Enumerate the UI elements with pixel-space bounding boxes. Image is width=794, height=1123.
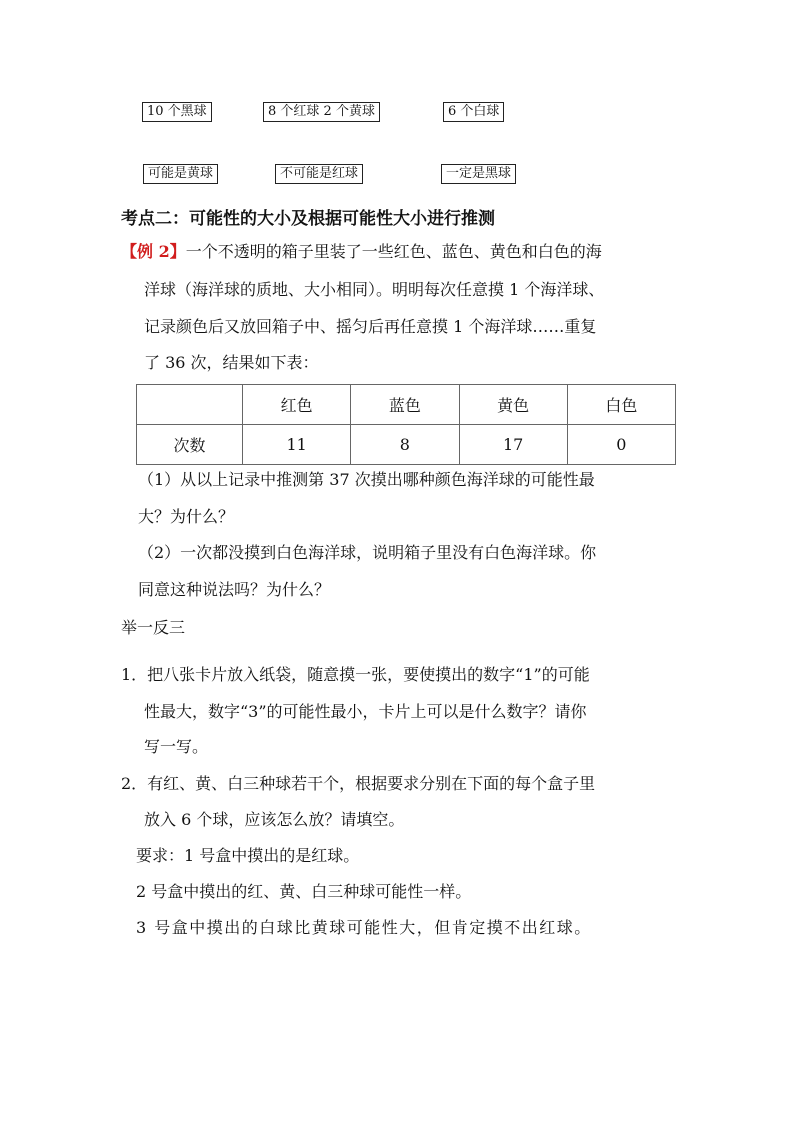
table-header-cell: 红色 — [243, 385, 351, 425]
option-box-white-balls: 6 个白球 — [443, 102, 504, 122]
option-box-red-yellow-balls: 8 个红球 2 个黄球 — [263, 102, 380, 122]
table-row — [137, 425, 676, 465]
section-heading: 考点二：可能性的大小及根据可能性大小进行推测 — [121, 209, 495, 229]
table-cell: 17 — [459, 425, 567, 465]
example-line-1 — [121, 242, 602, 262]
table-header-row — [137, 385, 676, 425]
practice-title: 举一反三 — [121, 618, 186, 637]
table-cell: 次数 — [137, 425, 243, 465]
option-box-not-red: 不可能是红球 — [275, 164, 363, 184]
practice-1-line-2: 性最大，数字“3”的可能性最小，卡片上可以是什么数字？请你 — [144, 702, 587, 721]
practice-2-line-1: 2．有红、黄、白三种球若干个，根据要求分别在下面的每个盒子里 — [121, 774, 596, 793]
table-cell: 0 — [567, 425, 675, 465]
question-2-line-1: （2）一次都没摸到白色海洋球，说明箱子里没有白色海洋球。你 — [138, 543, 597, 562]
practice-1-line-3: 写一写。 — [144, 737, 209, 756]
requirement-box-3: 3 号盒中摸出的白球比黄球可能性大，但肯定摸不出红球。 — [136, 918, 592, 937]
table-header-cell: 蓝色 — [351, 385, 459, 425]
question-2-line-2: 同意这种说法吗？为什么？ — [138, 580, 331, 599]
practice-2-line-2: 放入 6 个球，应该怎么放？请填空。 — [144, 810, 405, 829]
result-table — [136, 384, 676, 465]
table-header-cell: 黄色 — [459, 385, 567, 425]
practice-1-line-1: 1．把八张卡片放入纸袋，随意摸一张，要使摸出的数字“1”的可能 — [121, 665, 590, 684]
example-tag: 【例 2】 — [121, 242, 186, 261]
example-line-2: 洋球（海洋球的质地、大小相同）。明明每次任意摸 1 个海洋球、 — [144, 280, 605, 299]
table-cell: 11 — [243, 425, 351, 465]
option-box-black-balls: 10 个黑球 — [142, 102, 212, 122]
question-1-line-1: （1）从以上记录中推测第 37 次摸出哪种颜色海洋球的可能性最 — [138, 470, 595, 489]
example-text-1: 一个不透明的箱子里装了一些红色、蓝色、黄色和白色的海 — [185, 242, 602, 261]
example-line-3: 记录颜色后又放回箱子中、摇匀后再任意摸 1 个海洋球……重复 — [144, 317, 597, 336]
requirement-box-2: 2 号盒中摸出的红、黄、白三种球可能性一样。 — [136, 882, 472, 901]
table-header-cell — [137, 385, 243, 425]
requirement-box-1: 要求：1 号盒中摸出的是红球。 — [136, 846, 360, 865]
option-box-certainly-black: 一定是黑球 — [441, 164, 516, 184]
option-box-maybe-yellow: 可能是黄球 — [143, 164, 218, 184]
table-cell: 8 — [351, 425, 459, 465]
example-line-4: 了 36 次，结果如下表： — [144, 353, 319, 372]
table-header-cell: 白色 — [567, 385, 675, 425]
question-1-line-2: 大？为什么？ — [138, 507, 235, 526]
